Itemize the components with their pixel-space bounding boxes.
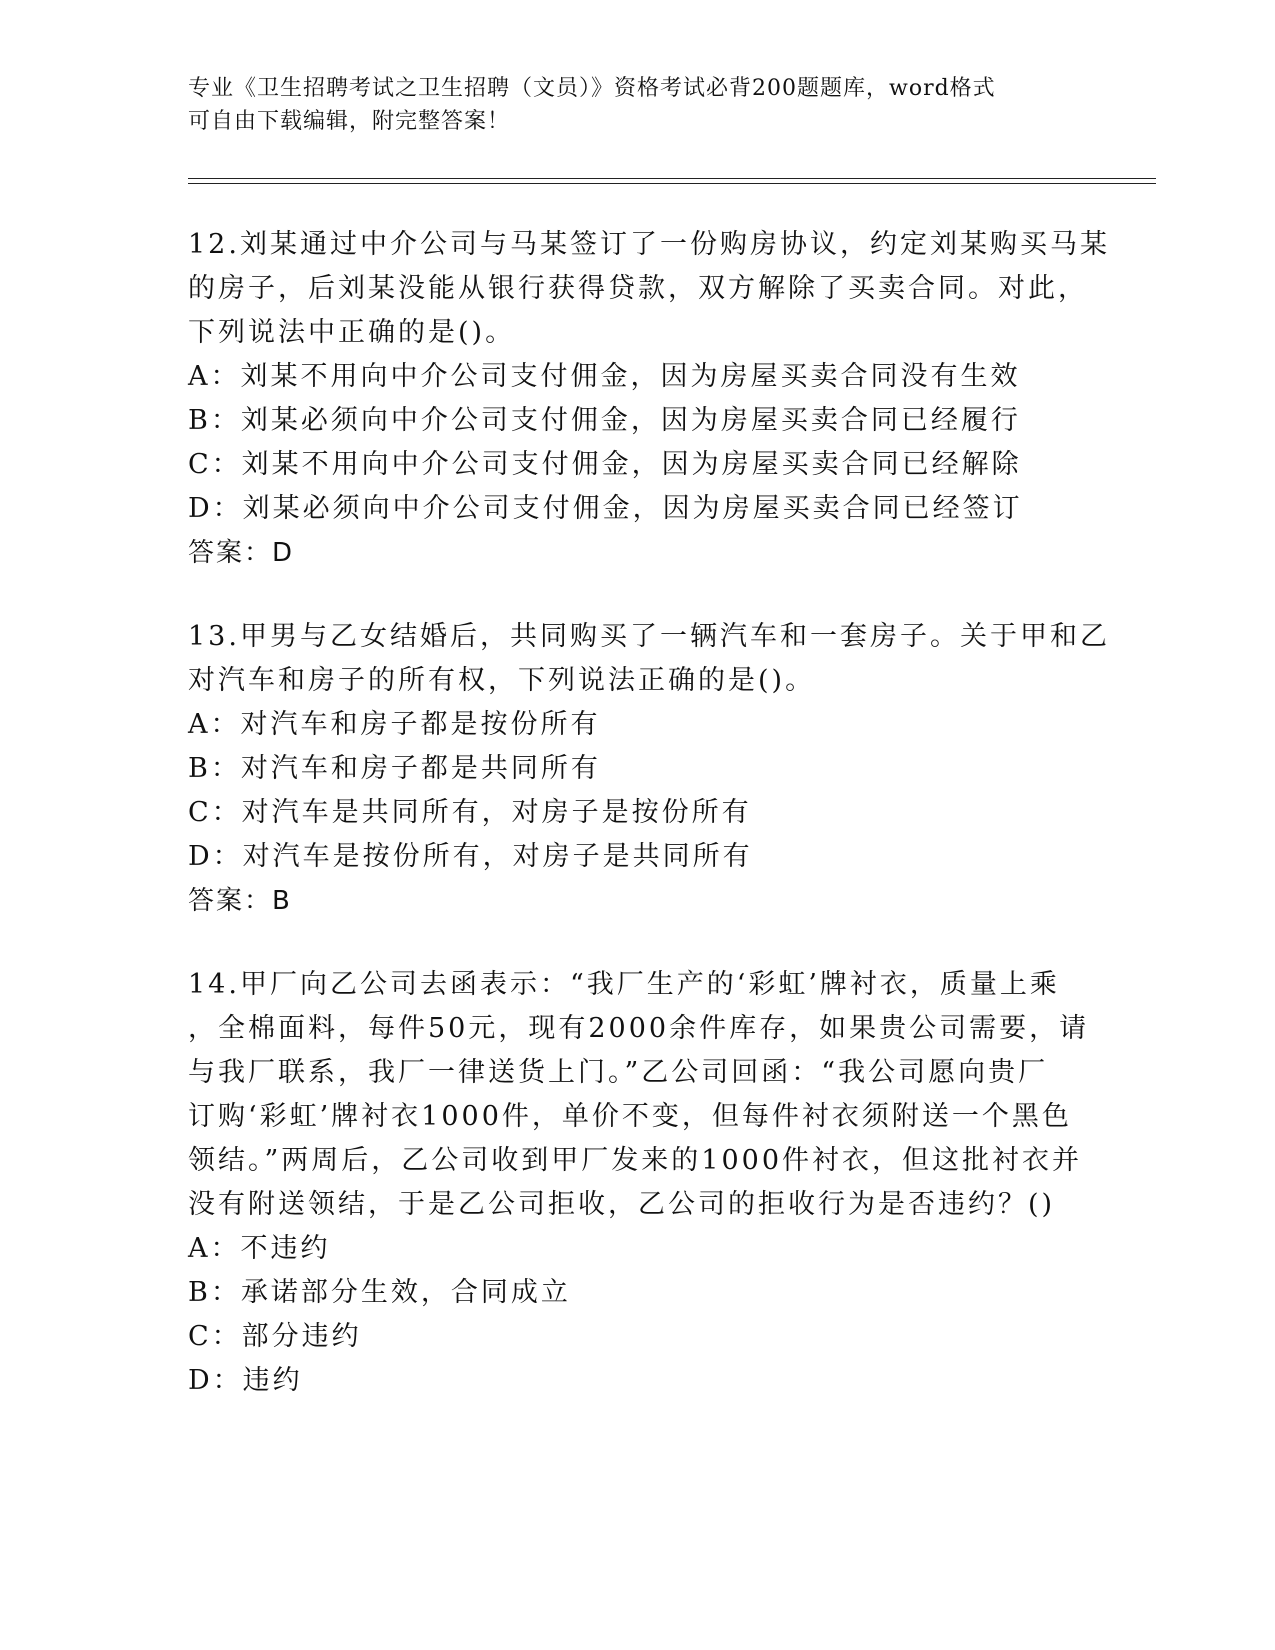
q12-option-d: D：刘某必须向中介公司支付佣金，因为房屋买卖合同已经签订 — [188, 493, 1023, 524]
q13-stem-line-2: 对汽车和房子的所有权，下列说法正确的是()。 — [188, 665, 816, 696]
q14-stem-line-6: 没有附送领结，于是乙公司拒收，乙公司的拒收行为是否违约？() — [188, 1189, 1056, 1220]
q14-stem-line-5: 领结。”两周后，乙公司收到甲厂发来的1000件衬衣，但这批衬衣并 — [188, 1145, 1083, 1176]
q12-option-a: A：刘某不用向中介公司支付佣金，因为房屋买卖合同没有生效 — [188, 361, 1021, 392]
q14-stem-line-1: 14.甲厂向乙公司去函表示：“我厂生产的‘彩虹’牌衬衣，质量上乘 — [188, 969, 1060, 1000]
q12-stem-line-1: 12.刘某通过中介公司与马某签订了一份购房协议，约定刘某购买马某 — [188, 229, 1110, 260]
q14-stem-line-2: ，全棉面料，每件50元，现有2000余件库存，如果贵公司需要，请 — [188, 1013, 1090, 1044]
header-line-1: 专业《卫生招聘考试之卫生招聘（文员）》资格考试必背200题题库，word格式 — [188, 76, 996, 101]
q14-option-b: B：承诺部分生效，合同成立 — [188, 1277, 571, 1308]
q13-answer: 答案：B — [188, 886, 292, 916]
q13-option-b: B：对汽车和房子都是共同所有 — [188, 753, 601, 784]
q13-option-d: D：对汽车是按份所有，对房子是共同所有 — [188, 841, 753, 872]
q14-stem-line-3: 与我厂联系，我厂一律送货上门。”乙公司回函：“我公司愿向贵厂 — [188, 1057, 1049, 1088]
q14-option-a: A：不违约 — [188, 1233, 331, 1264]
q12-option-b: B：刘某必须向中介公司支付佣金，因为房屋买卖合同已经履行 — [188, 405, 1021, 436]
q14-option-d: D：违约 — [188, 1365, 303, 1396]
q12-option-c: C：刘某不用向中介公司支付佣金，因为房屋买卖合同已经解除 — [188, 449, 1022, 480]
q12-answer: 答案：D — [188, 538, 295, 568]
q12-stem-line-3: 下列说法中正确的是()。 — [188, 317, 516, 348]
header-line-2: 可自由下载编辑，附完整答案！ — [188, 109, 511, 134]
q14-option-c: C：部分违约 — [188, 1321, 362, 1352]
header-rule-top — [188, 178, 1156, 179]
q14-stem-line-4: 订购‘彩虹’牌衬衣1000件，单价不变，但每件衬衣须附送一个黑色 — [188, 1101, 1072, 1132]
q13-option-a: A：对汽车和房子都是按份所有 — [188, 709, 601, 740]
q12-stem-line-2: 的房子，后刘某没能从银行获得贷款，双方解除了买卖合同。对此， — [188, 273, 1088, 304]
document-header — [188, 72, 1088, 138]
q13-stem-line-1: 13.甲男与乙女结婚后，共同购买了一辆汽车和一套房子。关于甲和乙 — [188, 621, 1110, 652]
q13-option-c: C：对汽车是共同所有，对房子是按份所有 — [188, 797, 752, 828]
header-rule-bottom — [188, 183, 1156, 184]
